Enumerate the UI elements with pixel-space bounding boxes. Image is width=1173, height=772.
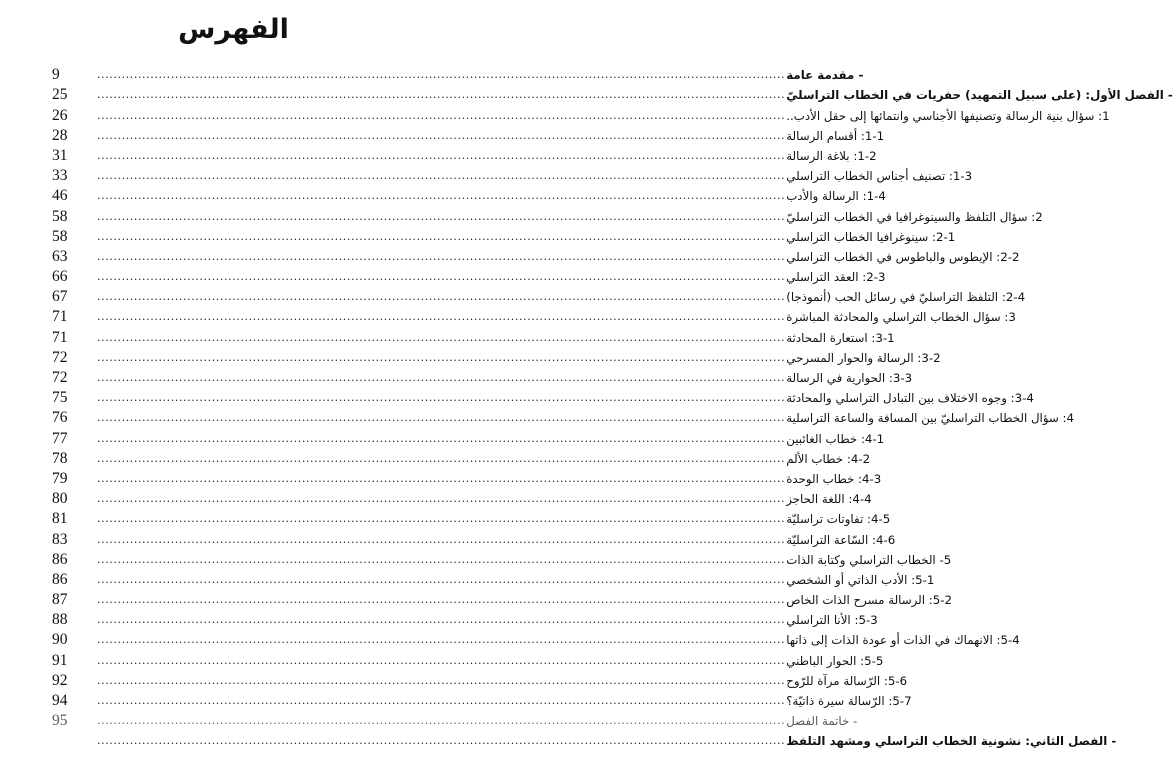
toc-dot-leader: [97, 570, 785, 590]
toc-page-number: 90: [52, 631, 68, 649]
toc-entry-title: 4: سؤال الخطاب التراسليّ بين المسافة والساعة التراسلية: [786, 411, 1075, 426]
toc-entry-title: 4-1: خطاب الغائبين: [786, 431, 885, 446]
toc-entry-title: 2: سؤال التلفظ والسينوغرافيا في الخطاب التراسليّ: [786, 209, 1043, 224]
toc-dot-leader: [97, 328, 785, 348]
toc-dot-leader: [97, 530, 785, 550]
toc-entry-title: 5-6: الرّسالة مرآة للرّوح: [786, 673, 908, 688]
toc-entry-title: 2-2: الإيطوس والباطوس في الخطاب التراسلي: [786, 249, 1020, 264]
toc-page-number: 46: [52, 187, 68, 205]
toc-page-number: 77: [52, 429, 68, 447]
toc-page-number: 88: [52, 611, 68, 629]
toc-dot-leader: [97, 429, 785, 449]
toc-entry-title: 3-2: الرسالة والحوار المسرحي: [786, 350, 941, 365]
toc-entry-title: 1-1: أقسام الرسالة: [786, 128, 885, 143]
toc-entry: [52, 247, 1020, 267]
toc-dot-leader: [97, 610, 785, 630]
toc-page-number: 63: [52, 247, 68, 265]
toc-entry: [52, 388, 1034, 408]
toc-entry-title: - الفصل الأول: (على سبيل التمهيد) حفريات في الخطاب التراسليّ: [786, 88, 1173, 103]
toc-entry-title: 5-5: الحوار الباطني: [786, 653, 884, 668]
toc-page-number: 79: [52, 469, 68, 487]
toc-entry-title: - مقدمة عامة: [786, 68, 864, 83]
toc-dot-leader: [97, 449, 785, 469]
toc-entry: [52, 206, 1043, 226]
toc-dot-leader: [97, 166, 785, 186]
toc-entry-title: 5-7: الرّسالة سيرة ذاتيّة؟: [786, 694, 912, 708]
toc-page-number: 28: [52, 126, 68, 144]
toc-dot-leader: [97, 388, 785, 408]
toc-dot-leader: [97, 671, 785, 691]
toc-entry-title: 4-3: خطاب الوحدة: [786, 471, 882, 486]
toc-entry-title: 4-6: السّاعة التراسليّة: [786, 532, 896, 547]
toc-dot-leader: [97, 186, 785, 206]
toc-dot-leader: [97, 630, 785, 650]
toc-entry: [52, 348, 941, 368]
toc-page-number: 26: [52, 106, 68, 124]
toc-entry: [52, 166, 973, 186]
toc-entry: [52, 428, 885, 448]
toc-dot-leader: [97, 651, 785, 671]
toc-page-number: 66: [52, 268, 68, 286]
toc-page-number: 76: [52, 409, 68, 427]
toc-page-number: 91: [52, 651, 68, 669]
toc-page-number: 86: [52, 570, 68, 588]
toc-dot-leader: [97, 146, 785, 166]
toc-page-number: 78: [52, 449, 68, 467]
toc-dot-leader: [97, 550, 785, 570]
toc-dot-leader: [97, 731, 785, 751]
toc-entry: [52, 650, 884, 670]
toc-entry-title: 3: سؤال الخطاب التراسلي والمحادثة المباشرة: [786, 310, 1016, 325]
toc-entry-title: - خاتمة الفصل: [786, 714, 858, 729]
toc-page-number: 94: [52, 692, 68, 709]
toc-entry-title: 1-3: تصنيف أجناس الخطاب التراسلي: [786, 169, 973, 184]
toc-dot-leader: [97, 348, 785, 368]
toc-entry: [52, 65, 864, 85]
toc-entry: [52, 469, 882, 489]
toc-dot-leader: [97, 227, 785, 247]
toc-entry: [52, 550, 952, 570]
toc-entry-title: 5- الخطاب التراسلي وكتابة الذات: [786, 552, 952, 567]
toc-entry: [52, 570, 935, 590]
toc-entry-title: 5-3: الأنا التراسلي: [786, 613, 878, 628]
toc-page-number: 86: [52, 550, 68, 568]
toc-dot-leader: [97, 509, 785, 529]
toc-entry: [52, 307, 1016, 327]
toc-page-number: 87: [52, 591, 68, 609]
toc-entry-title: 4-5: تفاوتات تراسليّة: [786, 512, 891, 527]
toc-entry-title: 1-2: بلاغة الرسالة: [786, 148, 877, 163]
toc-entry: [52, 691, 912, 711]
toc-entry-title: 5-1: الأدب الذاتي أو الشخصي: [786, 572, 935, 587]
toc-dot-leader: [97, 207, 785, 227]
toc-dot-leader: [97, 85, 785, 105]
toc-dot-leader: [97, 247, 785, 267]
toc-page-number: 72: [52, 369, 68, 386]
toc-entry: [52, 671, 908, 691]
toc-list: [52, 65, 1173, 751]
toc-dot-leader: [97, 691, 785, 711]
toc-entry: [52, 610, 878, 630]
toc-page-number: 33: [52, 167, 68, 185]
toc-dot-leader: [97, 590, 785, 610]
toc-entry-title: 2-4: التلفظ التراسليّ في رسائل الحب (أنموذجا): [786, 290, 1026, 305]
toc-entry-title: 1: سؤال بنية الرسالة وتصنيفها الأجناسي وانتمائها إلى حقل الأدب..: [786, 108, 1110, 123]
toc-entry: [52, 146, 877, 166]
toc-entry-title: 5-4: الانهماك في الذات أو عودة الذات إلى ذاتها: [786, 633, 1020, 648]
toc-entry: [52, 449, 871, 469]
toc-entry-title: 3-4: وجوه الاختلاف بين التبادل التراسلي والمحادثة: [786, 391, 1034, 406]
toc-page-number: 71: [52, 328, 68, 346]
toc-dot-leader: [97, 267, 785, 287]
toc-entry: [52, 630, 1020, 650]
toc-entry-title: 5-2: الرسالة مسرح الذات الخاص: [786, 593, 953, 608]
toc-page-number: 80: [52, 490, 68, 508]
toc-page-number: 58: [52, 207, 68, 225]
toc-dot-leader: [97, 469, 785, 489]
toc-entry: [52, 85, 1173, 105]
toc-page-number: 25: [52, 86, 68, 104]
toc-dot-leader: [97, 368, 785, 388]
toc-entry: [52, 408, 1075, 428]
toc-page-number: 81: [52, 510, 68, 528]
toc-entry-title: 4-2: خطاب الألم: [786, 451, 871, 466]
toc-entry: [52, 267, 886, 287]
toc-entry: [52, 105, 1110, 125]
toc-dot-leader: [97, 126, 785, 146]
toc-entry: [52, 509, 891, 529]
toc-page-number: 72: [52, 348, 68, 366]
toc-dot-leader: [97, 307, 785, 327]
toc-page-number: 95: [52, 712, 68, 730]
toc-page-number: 9: [52, 66, 60, 84]
toc-entry: [52, 227, 956, 247]
toc-dot-leader: [97, 408, 785, 428]
toc-page-number: 92: [52, 671, 68, 689]
toc-dot-leader: [97, 489, 785, 509]
toc-dot-leader: [97, 287, 785, 307]
toc-entry: [52, 731, 1117, 751]
toc-entry-title: 2-3: العقد التراسلي: [786, 270, 886, 285]
toc-entry: [52, 590, 953, 610]
toc-dot-leader: [97, 711, 785, 731]
toc-entry: [52, 711, 858, 731]
toc-entry-title: 3-3: الحوارية في الرسالة: [786, 371, 913, 385]
toc-entry-title: 4-4: اللغة الحاجز: [786, 492, 872, 507]
toc-entry-title: - الفصل الثاني: نشونية الخطاب التراسلي ومشهد التلفظ: [786, 734, 1117, 749]
toc-entry-title: 3-1: استعارة المحادثة: [786, 330, 895, 345]
toc-entry: [52, 368, 913, 388]
toc-page-number: 83: [52, 530, 68, 548]
toc-entry: [52, 126, 885, 146]
toc-entry: [52, 327, 895, 347]
toc-page-number: 31: [52, 146, 68, 164]
toc-entry: [52, 186, 886, 206]
toc-page-number: 58: [52, 227, 68, 245]
toc-entry: [52, 287, 1026, 307]
toc-entry: [52, 489, 872, 509]
toc-entry-title: 2-1: سينوغرافيا الخطاب التراسلي: [786, 229, 956, 244]
toc-page-number: 67: [52, 288, 68, 306]
toc-entry: [52, 529, 896, 549]
toc-page-number: 71: [52, 308, 68, 326]
toc-page-number: 75: [52, 389, 68, 407]
toc-entry-title: 1-4: الرسالة والأدب: [786, 189, 886, 204]
toc-dot-leader: [97, 106, 785, 126]
toc-dot-leader: [97, 65, 785, 85]
page-title: الفهرس: [178, 14, 289, 45]
